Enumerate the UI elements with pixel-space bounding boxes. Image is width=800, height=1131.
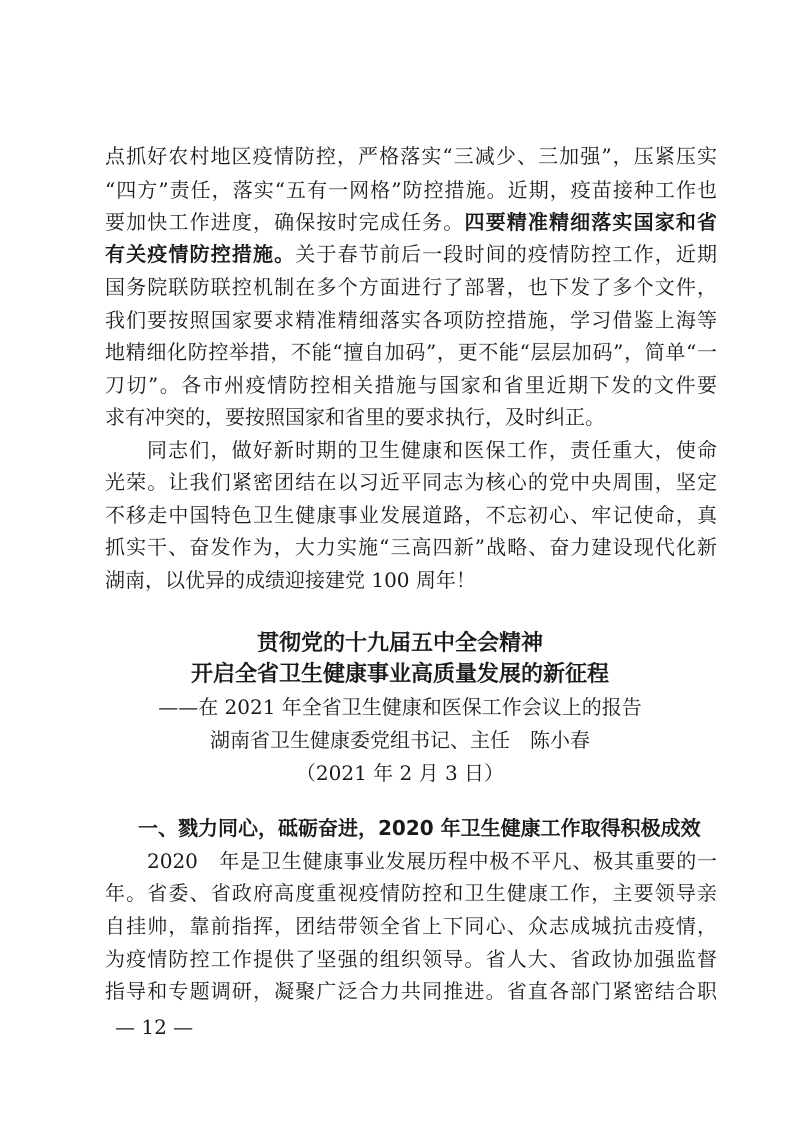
paragraph-line: 地精细化防控举措，不能“擅自加码”，更不能“层层加码”，简单“一 — [105, 340, 717, 364]
paragraph-text: 关于春节前后一段时间的疫情防控工作，近期 — [295, 242, 718, 266]
paragraph-line: 求有冲突的，要按照国家和省里的要求执行，及时纠正。 — [105, 405, 605, 429]
paragraph-line: 不移走中国特色卫生健康事业发展道路，不忘初心、牢记使命，真 — [105, 503, 717, 527]
bold-emphasis: 四要精准精细落实国家和省 — [464, 210, 718, 234]
report-subtitle: ——在 2021 年全省卫生健康和医保工作会议上的报告 — [158, 695, 642, 719]
paragraph-line: 点抓好农村地区疫情防控，严格落实“三减少、三加强”，压紧压实 — [105, 144, 717, 168]
paragraph-line: 国务院联防联控机制在多个方面进行了部署，也下发了多个文件， — [105, 275, 717, 299]
section-heading: 一、戮力同心，砥砺奋进，2020 年卫生健康工作取得积极成效 — [138, 816, 701, 840]
report-author: 湖南省卫生健康委党组书记、主任 陈小春 — [210, 728, 590, 752]
paragraph-line: 抓实干、奋发作为，大力实施“三高四新”战略、奋力建设现代化新 — [105, 535, 717, 559]
paragraph-line-mixed — [105, 241, 717, 267]
page-number: — 12 — — [115, 1015, 194, 1039]
paragraph-line: 年。省委、省政府高度重视疫情防控和卫生健康工作，主要领导亲 — [105, 881, 717, 905]
paragraph-line: 同志们，做好新时期的卫生健康和医保工作，责任重大，使命 — [147, 438, 717, 462]
paragraph-line: 自挂帅，靠前指挥，团结带领全省上下同心、众志成城抗击疫情， — [105, 914, 717, 938]
paragraph-line-mixed — [105, 209, 717, 235]
bold-emphasis: 有关疫情防控措施。 — [105, 242, 296, 266]
paragraph-text: 要加快工作进度，确保按时完成任务。 — [105, 210, 465, 234]
paragraph-line: 2020 年是卫生健康事业发展历程中极不平凡、极其重要的一 — [147, 849, 717, 873]
paragraph-line: 为疫情防控工作提供了坚强的组织领导。省人大、省政协加强监督 — [105, 947, 717, 971]
paragraph-line: 刀切”。各市州疫情防控相关措施与国家和省里近期下发的文件要 — [105, 373, 717, 397]
report-title-line2: 开启全省卫生健康事业高质量发展的新征程 — [190, 661, 609, 687]
paragraph-line: “四方”责任，落实“五有一网格”防控措施。近期，疫苗接种工作也 — [105, 178, 717, 202]
report-title-line1: 贯彻党的十九届五中全会精神 — [256, 630, 543, 656]
paragraph-line: 我们要按照国家要求精准精细落实各项防控措施，学习借鉴上海等 — [105, 308, 717, 332]
report-date: （2021 年 2 月 3 日） — [295, 761, 505, 785]
paragraph-line: 光荣。让我们紧密团结在以习近平同志为核心的党中央周围，坚定 — [105, 470, 717, 494]
paragraph-line: 湖南，以优异的成绩迎接建党 100 周年！ — [105, 568, 476, 592]
paragraph-line: 指导和专题调研，凝聚广泛合力共同推进。省直各部门紧密结合职 — [105, 979, 717, 1003]
